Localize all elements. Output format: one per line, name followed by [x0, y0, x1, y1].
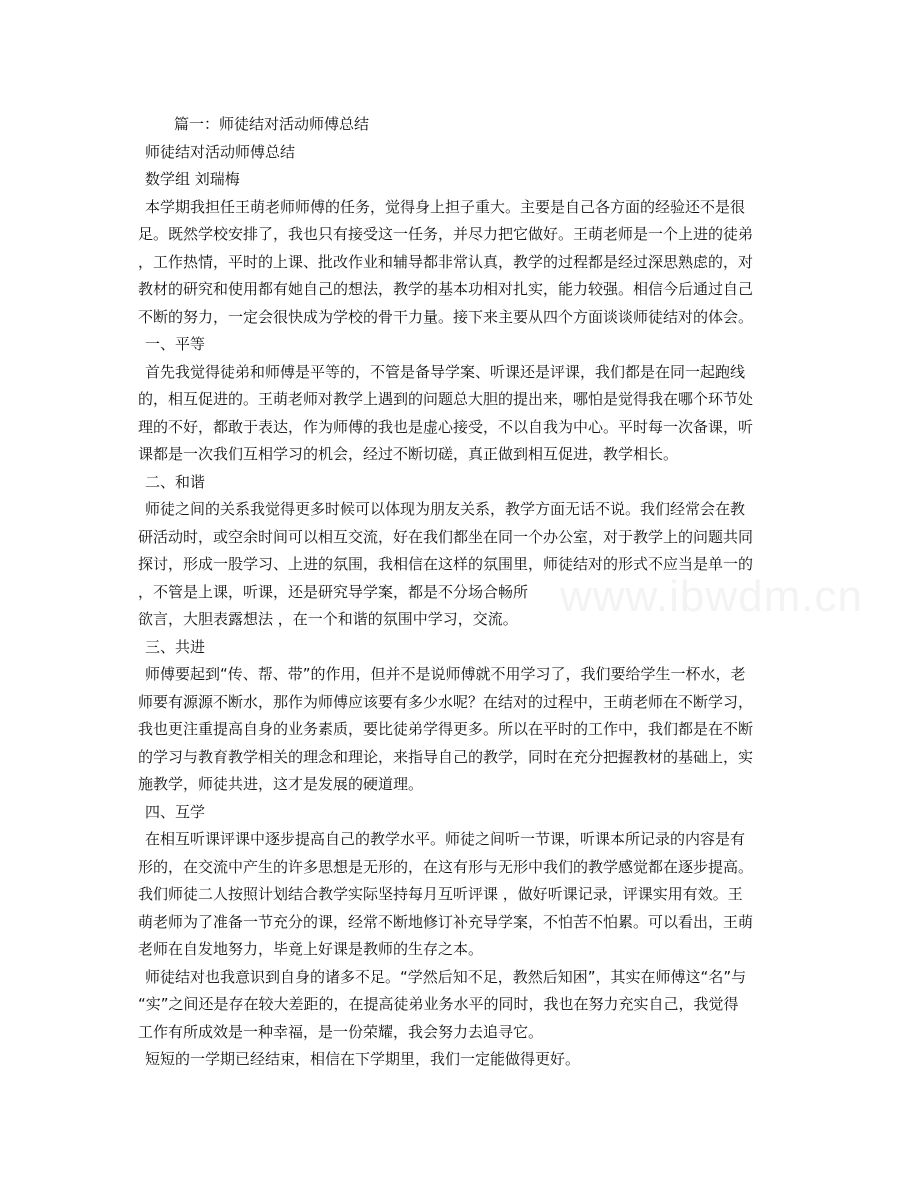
- paragraph-line: 研活动时，或空余时间可以相互交流，好在我们都坐在同一个办公室，对于教学上的问题共同: [138, 528, 754, 546]
- paragraph-line: 本学期我担任王萌老师师傅的任务，觉得身上担子重大。主要是自己各方面的经验还不是很: [145, 198, 746, 216]
- paragraph-line: 课都是一次我们互相学习的机会，经过不断切磋，真正做到相互促进，教学相长。: [138, 445, 679, 463]
- closing-line: 短短的一学期已经结束，相信在下学期里，我们一定能做得更好。: [145, 1050, 581, 1068]
- paragraph-line: 首先我觉得徒弟和师傅是平等的，不管是备导学案、听课还是评课，我们都是在同一起跑线: [145, 363, 746, 381]
- paragraph-line: 师徒之间的关系我觉得更多时候可以体现为朋友关系，教学方面无话不说。我们经常会在教: [145, 500, 746, 518]
- paragraph-line: 我也更注重提高自身的业务素质，要比徒弟学得更多。所以在平时的工作中，我们都是在不断: [138, 720, 754, 738]
- paragraph-line: “实”之间还是存在较大差距的，在提高徒弟业务水平的同时，我也在努力充实自己，我觉得: [138, 995, 739, 1013]
- paragraph-line: 教材的研究和使用都有她自己的想法，教学的基本功相对扎实，能力较强。相信今后通过自己: [138, 280, 754, 298]
- paragraph-line: 足。既然学校安排了，我也只有接受这一任务，并尽力把它做好。王萌老师是一个上进的徒弟: [138, 225, 754, 243]
- subtitle: 师徒结对活动师傅总结: [145, 143, 296, 161]
- paragraph-line: 不断的努力，一定会很快成为学校的骨干力量。接下来主要从四个方面谈谈师徒结对的体会。: [138, 308, 754, 326]
- paragraph-line: ，工作热情，平时的上课、批改作业和辅导都非常认真，教学的过程都是经过深思熟虑的，对: [138, 253, 754, 271]
- paragraph-line: 在相互听课评课中逐步提高自己的教学水平。师徒之间听一节课，听课本所记录的内容是有: [145, 830, 746, 848]
- paragraph-line: 形的，在交流中产生的许多思想是无形的，在这有形与无形中我们的教学感觉都在逐步提高。: [138, 858, 754, 876]
- paragraph-line: 理的不好，都敢于表达，作为师傅的我也是虚心接受，不以自我为中心。平时每一次备课，听: [138, 418, 754, 436]
- paragraph-line: 欲言，大胆表露想法 ，在一个和谐的氛围中学习，交流。: [138, 610, 518, 628]
- paragraph-line: 师要有源源不断水，那作为师傅应该要有多少水呢？在结对的过程中，王萌老师在不断学习，: [138, 693, 754, 711]
- watermark: www.ibwdm.cn: [560, 572, 863, 621]
- section-heading: 三、共进: [145, 638, 206, 656]
- author-line: 数学组 刘瑞梅: [145, 170, 240, 188]
- paragraph-line: 师徒结对也我意识到自身的诸多不足。“学然后知不足，教然后知困”，其实在师傅这“名”与: [145, 968, 747, 986]
- heading-title: 篇一：师徒结对活动师傅总结: [174, 115, 370, 133]
- paragraph-line: ，不管是上课，听课，还是研究导学案，都是不分场合畅所: [138, 583, 529, 601]
- paragraph-line: 施教学，师徒共进，这才是发展的硬道理。: [138, 775, 424, 793]
- paragraph-line: 探讨，形成一股学习、上进的氛围，我相信在这样的氛围里，师徒结对的形式不应当是单一的: [138, 555, 754, 573]
- paragraph-line: 的，相互促进的。王萌老师对教学上遇到的问题总大胆的提出来，哪怕是觉得我在哪个环节处: [138, 390, 754, 408]
- paragraph-line: 我们师徒二人按照计划结合教学实际坚持每月互听评课 ，做好听课记录，评课实用有效。王: [138, 885, 743, 903]
- paragraph-line: 的学习与教育教学相关的理念和理论，来指导自己的教学，同时在充分把握教材的基础上，实: [138, 748, 754, 766]
- paragraph-line: 萌老师为了准备一节充分的课，经常不断地修订补充导学案，不怕苦不怕累。可以看出，王萌: [138, 913, 754, 931]
- paragraph-line: 师傅要起到“传、帮、带”的作用，但并不是说师傅就不用学习了，我们要给学生一杯水，老: [145, 665, 746, 683]
- paragraph-line: 老师在自发地努力，毕竟上好课是教师的生存之本。: [138, 940, 484, 958]
- section-heading: 二、和谐: [145, 473, 206, 491]
- section-heading: 四、互学: [145, 803, 206, 821]
- paragraph-line: 工作有所成效是一种幸福，是一份荣耀，我会努力去追寻它。: [138, 1023, 544, 1041]
- section-heading: 一、平等: [145, 335, 206, 353]
